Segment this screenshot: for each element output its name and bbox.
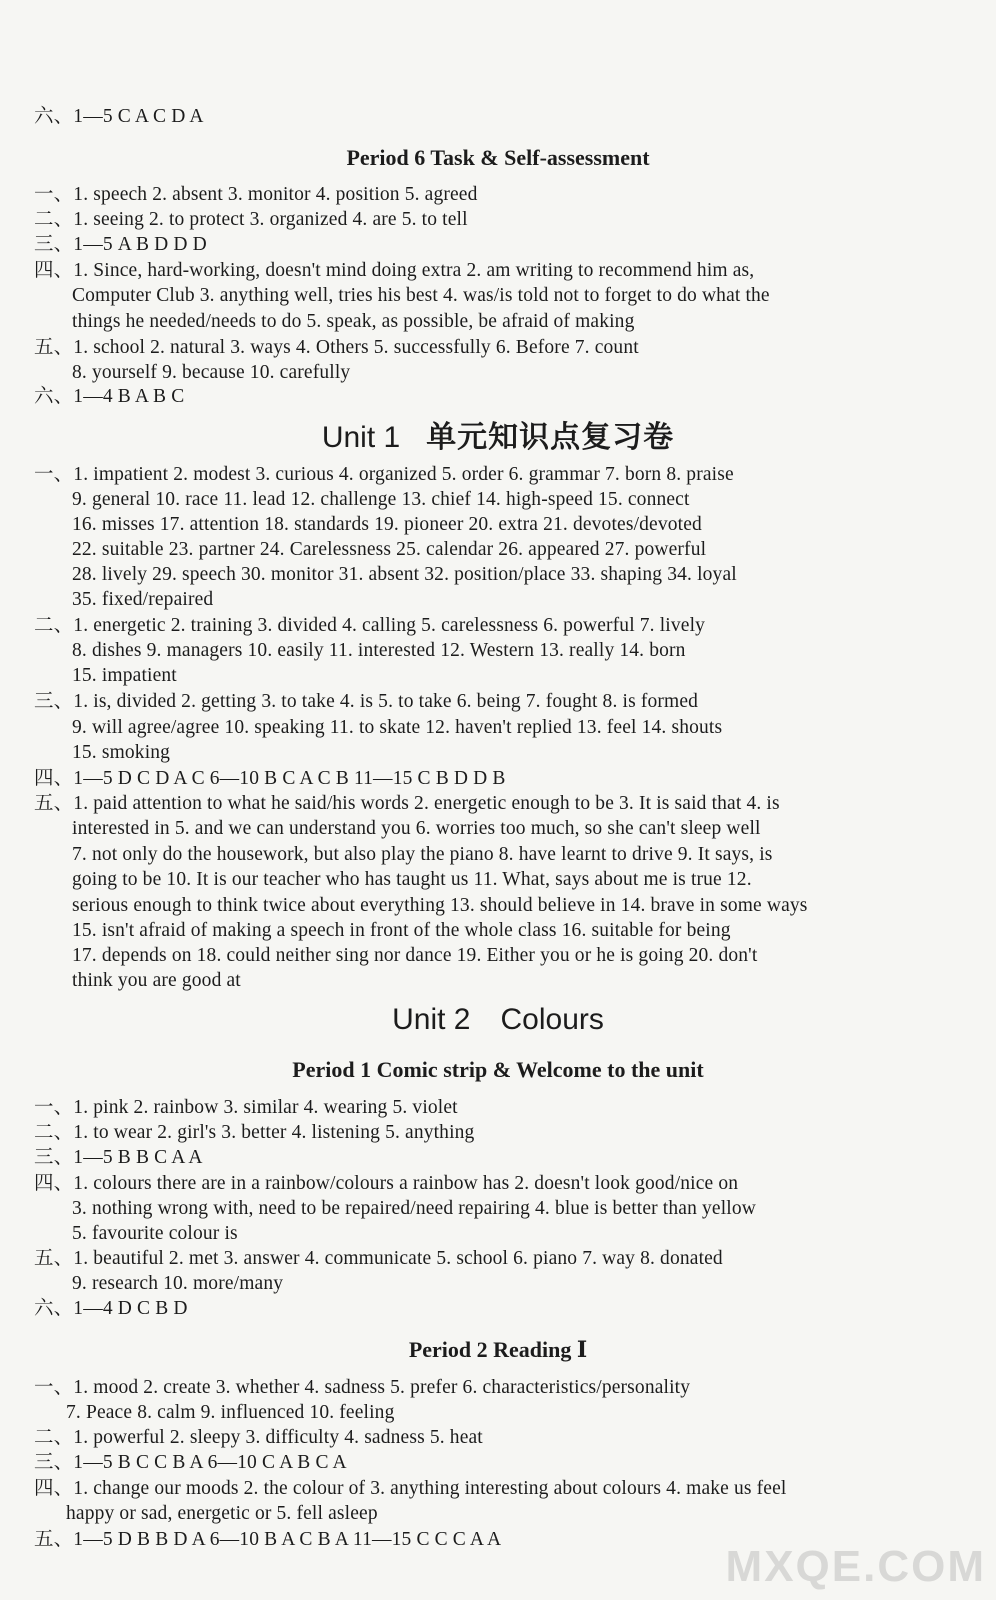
answer-line: 8. yourself 9. because 10. carefully [72,362,351,383]
answer-line: 9. general 10. race 11. lead 12. challenge 13. chief 14. high-speed 15. connect [72,489,690,510]
unit1-title: Unit 1 [321,421,401,454]
unit2-subtitle: Colours [500,1003,604,1036]
answer-line: going to be 10. It is our teacher who has taught us 11. What, says about me is true 12. [72,869,752,890]
answer-line: things he needed/needs to do 5. speak, as possible, be afraid of making [72,311,635,332]
answer-line: 二、1. to wear 2. girl's 3. better 4. listening 5. anything [34,1122,475,1143]
answer-line: 28. lively 29. speech 30. monitor 31. absent 32. position/place 33. shaping 34. loyal [72,564,737,585]
answer-line: 三、1—5 B C C B A 6—10 C A B C A [34,1452,347,1473]
unit2-period2-heading: Period 2 Reading Ⅰ [408,1337,588,1362]
unit1-title-cn: 单元知识点复习卷 [426,420,675,455]
answer-line: 四、1. colours there are in a rainbow/colours a rainbow has 2. doesn't look good/nice on [34,1173,739,1194]
unit1-heading [0,420,996,456]
site-watermark: MXQE.COM [725,1542,986,1591]
answer-line: Computer Club 3. anything well, tries his best 4. was/is told not to forget to do what the [72,285,770,306]
answer-line: 四、1. change our moods 2. the colour of 3. anything interesting about colours 4. make us feel [34,1478,787,1499]
answer-line: 5. favourite colour is [72,1223,238,1244]
answer-line: 三、1. is, divided 2. getting 3. to take 4. is 5. to take 6. being 7. fought 8. is formed [34,691,699,712]
answer-line: 三、1—5 A B D D D [34,234,207,255]
answer-line: 8. dishes 9. managers 10. easily 11. interested 12. Western 13. really 14. born [72,640,686,661]
answer-line: 17. depends on 18. could neither sing nor dance 19. Either you or he is going 20. don't [72,945,758,966]
period6-heading: Period 6 Task & Self-assessment [346,145,650,170]
answer-line: 四、1. Since, hard-working, doesn't mind doing extra 2. am writing to recommend him as, [34,260,755,281]
answer-line: 一、1. mood 2. create 3. whether 4. sadness 5. prefer 6. characteristics/personality [34,1377,691,1398]
answer-line: 一、1. speech 2. absent 3. monitor 4. position 5. agreed [34,184,478,205]
answer-line: 7. not only do the housework, but also play the piano 8. have learnt to drive 9. It says, is [72,844,773,865]
answer-line: 五、1. school 2. natural 3. ways 4. Others 5. successfully 6. Before 7. count [34,337,639,358]
answer-line: 五、1. beautiful 2. met 3. answer 4. communicate 5. school 6. piano 7. way 8. donated [34,1248,723,1269]
answer-line: 五、1—5 D B B D A 6—10 B A C B A 11—15 C C C A A [34,1529,502,1550]
answer-line: 六、1—5 C A C D A [34,106,204,127]
unit2-heading [0,1002,996,1038]
answer-line: think you are good at [72,970,241,991]
answer-line: happy or sad, energetic or 5. fell asleep [66,1503,378,1524]
answer-line: 3. nothing wrong with, need to be repaired/need repairing 4. blue is better than yellow [72,1198,756,1219]
answer-line: 15. smoking [72,742,171,763]
answer-line: 35. fixed/repaired [72,589,214,610]
answer-line: 9. research 10. more/many [72,1273,284,1294]
answer-line: 六、1—4 B A B C [34,386,185,407]
answer-line: 一、1. impatient 2. modest 3. curious 4. organized 5. order 6. grammar 7. born 8. praise [34,464,734,485]
answer-line: 四、1—5 D C D A C 6—10 B C A C B 11—15 C B D D B [34,768,506,789]
answer-line: 五、1. paid attention to what he said/his words 2. energetic enough to be 3. It is said that 4. is [34,793,780,814]
unit2-period1-heading: Period 1 Comic strip & Welcome to the unit [292,1057,704,1082]
answer-line: interested in 5. and we can understand you 6. worries too much, so she can't sleep well [72,818,761,839]
answer-line: 一、1. pink 2. rainbow 3. similar 4. wearing 5. violet [34,1097,458,1118]
answer-line: 三、1—5 B B C A A [34,1147,203,1168]
answer-line: 9. will agree/agree 10. speaking 11. to skate 12. haven't replied 13. feel 14. shouts [72,717,723,738]
unit2-title: Unit 2 [392,1003,471,1036]
answer-line: 15. isn't afraid of making a speech in front of the whole class 16. suitable for being [72,920,731,941]
answer-line: 22. suitable 23. partner 24. Carelessness 25. calendar 26. appeared 27. powerful [72,539,707,560]
answer-line: 六、1—4 D C B D [34,1298,188,1319]
answer-line: 16. misses 17. attention 18. standards 19. pioneer 20. extra 21. devotes/devoted [72,514,702,535]
answer-line: 二、1. energetic 2. training 3. divided 4. calling 5. carelessness 6. powerful 7. lively [34,615,706,636]
answer-line: 二、1. seeing 2. to protect 3. organized 4. are 5. to tell [34,209,468,230]
answer-line: 7. Peace 8. calm 9. influenced 10. feeling [66,1402,395,1423]
answer-line: serious enough to think twice about everything 13. should believe in 14. brave in some ways [72,895,808,916]
answer-line: 15. impatient [72,665,177,686]
answer-line: 二、1. powerful 2. sleepy 3. difficulty 4. sadness 5. heat [34,1427,483,1448]
